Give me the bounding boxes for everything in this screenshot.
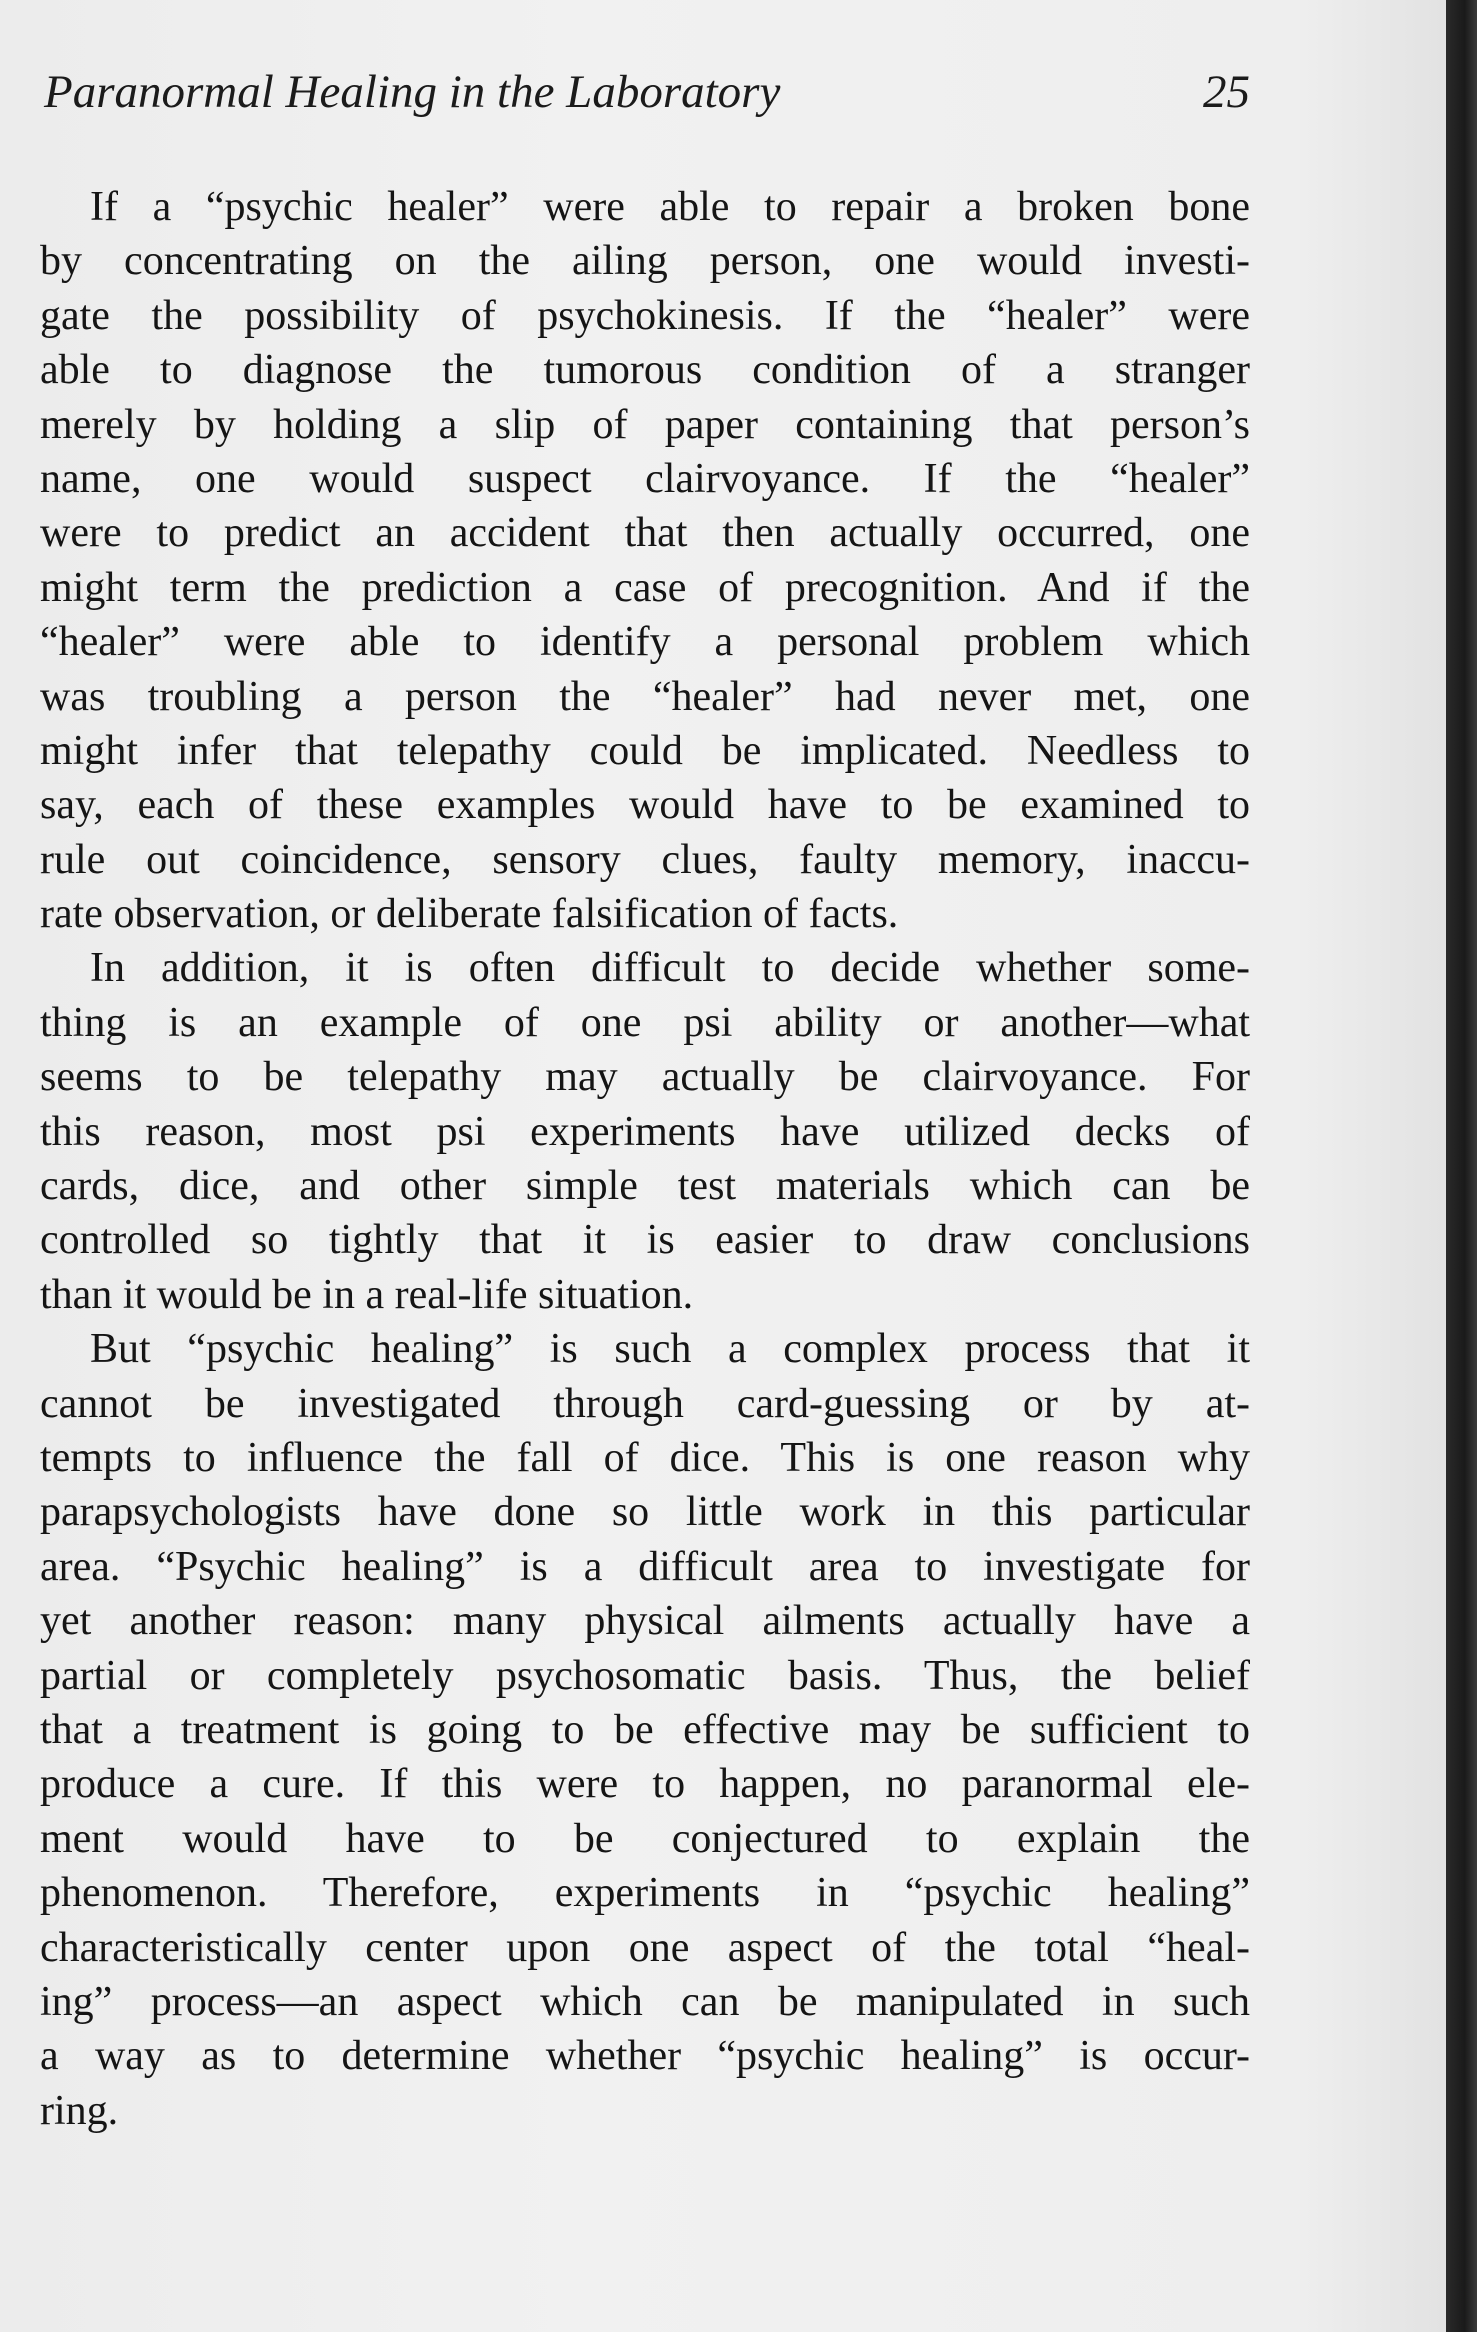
page-binding-edge <box>1446 0 1477 2332</box>
page-number: 25 <box>1203 66 1250 118</box>
text-line: name, one would suspect clairvoyance. If the “healer” <box>40 455 1250 502</box>
text-line: partial or completely psychosomatic basis. Thus, the belief <box>40 1652 1250 1699</box>
text-line: tempts to influence the fall of dice. This is one reason why <box>40 1434 1250 1481</box>
text-line: ring. <box>40 2087 119 2134</box>
text-line: controlled so tightly that it is easier to draw conclusions <box>40 1217 1250 1264</box>
text-line: that a treatment is going to be effective may be sufficient to <box>40 1706 1250 1753</box>
text-line: able to diagnose the tumorous condition of a stranger <box>40 347 1250 394</box>
paragraph-2 <box>40 941 1250 1322</box>
text-line: say, each of these examples would have to be examined to <box>40 782 1250 829</box>
text-line: this reason, most psi experiments have utilized decks of <box>40 1108 1250 1155</box>
text-line: a way as to determine whether “psychic healing” is occur- <box>40 2033 1250 2080</box>
text-line: ment would have to be conjectured to explain the <box>40 1815 1250 1862</box>
text-line: produce a cure. If this were to happen, no paranormal ele- <box>40 1761 1250 1808</box>
text-line: But “psychic healing” is such a complex process that it <box>90 1326 1250 1373</box>
text-line: rule out coincidence, sensory clues, faulty memory, inaccu- <box>40 836 1250 883</box>
paragraph-1 <box>40 180 1250 941</box>
text-line: by concentrating on the ailing person, one would investi- <box>40 238 1250 285</box>
text-line: “healer” were able to identify a personal problem which <box>40 619 1250 666</box>
text-line: yet another reason: many physical ailments actually have a <box>40 1598 1250 1645</box>
text-line: seems to be telepathy may actually be clairvoyance. For <box>40 1054 1250 1101</box>
text-line: ing” process—an aspect which can be manipulated in such <box>40 1978 1250 2025</box>
text-line: characteristically center upon one aspect of the total “heal- <box>40 1924 1250 1971</box>
body-text <box>40 180 1250 2138</box>
text-line: was troubling a person the “healer” had never met, one <box>40 673 1250 720</box>
paragraph-3 <box>40 1322 1250 2138</box>
text-line: thing is an example of one psi ability or another—what <box>40 999 1250 1046</box>
text-line: than it would be in a real-life situation. <box>40 1271 694 1318</box>
text-line: If a “psychic healer” were able to repair a broken bone <box>90 184 1250 230</box>
text-line: gate the possibility of psychokinesis. If the “healer” were <box>40 292 1250 339</box>
running-head-title: Paranormal Healing in the Laboratory <box>44 66 781 118</box>
text-line: rate observation, or deliberate falsification of facts. <box>40 891 899 938</box>
text-line: cannot be investigated through card-guessing or by at- <box>40 1380 1250 1427</box>
text-line: cards, dice, and other simple test materials which can be <box>40 1163 1250 1210</box>
text-line: In addition, it is often difficult to decide whether some- <box>90 945 1250 992</box>
text-line: phenomenon. Therefore, experiments in “psychic healing” <box>40 1870 1250 1917</box>
text-line: were to predict an accident that then actually occurred, one <box>40 510 1250 557</box>
text-line: might term the prediction a case of precognition. And if the <box>40 564 1250 611</box>
text-line: parapsychologists have done so little work in this particular <box>40 1489 1250 1536</box>
text-line: merely by holding a slip of paper containing that person’s <box>40 401 1250 448</box>
text-line: area. “Psychic healing” is a difficult area to investigate for <box>40 1543 1250 1590</box>
text-line: might infer that telepathy could be implicated. Needless to <box>40 727 1250 774</box>
